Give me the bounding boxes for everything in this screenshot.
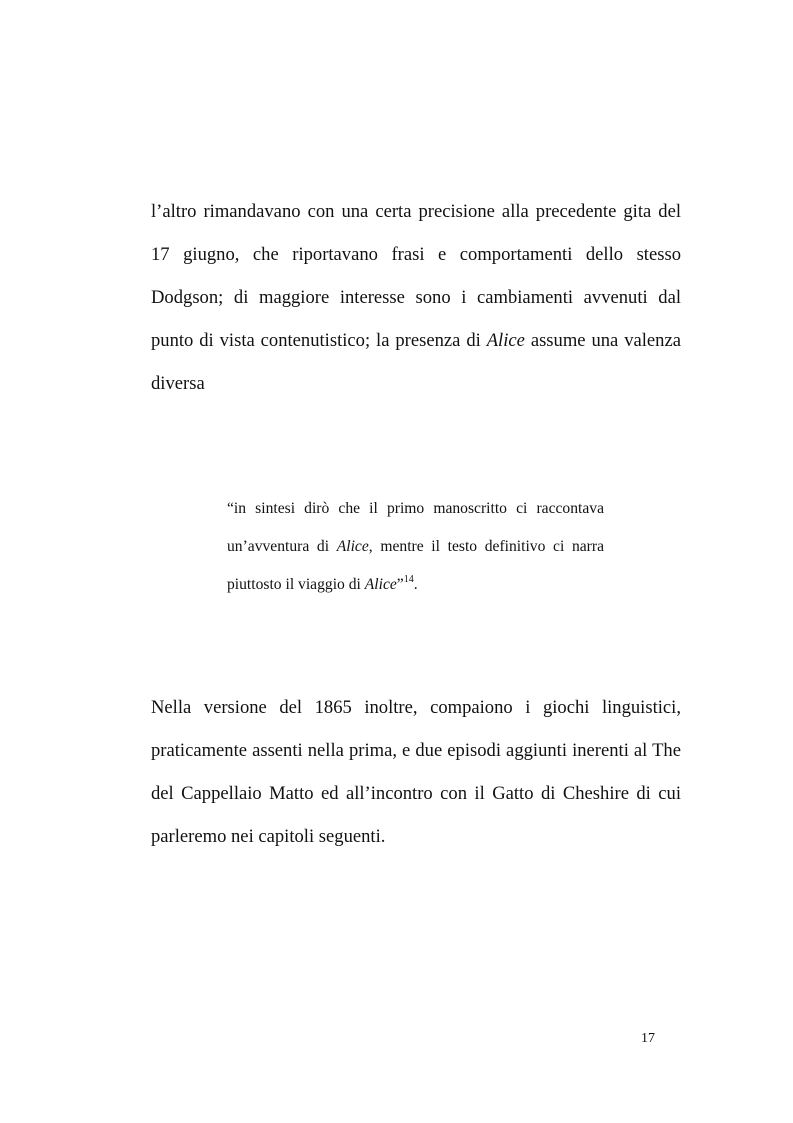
paragraph-2 (151, 698, 681, 870)
text-run: , mentre il testo definitivo ci narra (368, 538, 604, 555)
closing-quote: ” (396, 576, 404, 593)
paragraph-line: del Cappellaio Matto ed all’incontro con il Gatto di Cheshire di cui (151, 783, 681, 804)
text-run: assume una valenza (524, 330, 681, 351)
text-run: . (413, 576, 418, 593)
paragraph-1 (151, 202, 681, 417)
text-run: piuttosto il viaggio di (227, 576, 365, 593)
paragraph-line: diversa (151, 373, 205, 394)
quote-line (227, 538, 604, 576)
paragraph-line: Nella versione del 1865 inoltre, compaiono i giochi linguistici, (151, 697, 681, 718)
paragraph-line: Dodgson; di maggiore interesse sono i cambiamenti avvenuti dal (151, 287, 681, 308)
italic-title: Alice (336, 538, 369, 555)
italic-title: Alice (364, 576, 397, 593)
paragraph-line: 17 giugno, che riportavano frasi e comportamenti dello stesso (151, 244, 681, 265)
paragraph-line: parleremo nei capitoli seguenti. (151, 826, 386, 847)
quote-line: “in sintesi dirò che il primo manoscritto ci raccontava (227, 500, 604, 517)
italic-title: Alice (486, 330, 525, 351)
block-quote (227, 500, 604, 614)
text-run: un’avventura di (227, 538, 337, 555)
page-number: 17 (641, 1031, 655, 1046)
paragraph-line: l’altro rimandavano con una certa precisione alla precedente gita del (151, 201, 681, 222)
paragraph-line (151, 331, 681, 374)
quote-line (227, 576, 604, 614)
footnote-reference[interactable]: 14 (403, 574, 414, 585)
text-run: punto di vista contenutistico; la presenza di (151, 330, 487, 351)
paragraph-line: praticamente assenti nella prima, e due episodi aggiunti inerenti al The (151, 740, 681, 761)
